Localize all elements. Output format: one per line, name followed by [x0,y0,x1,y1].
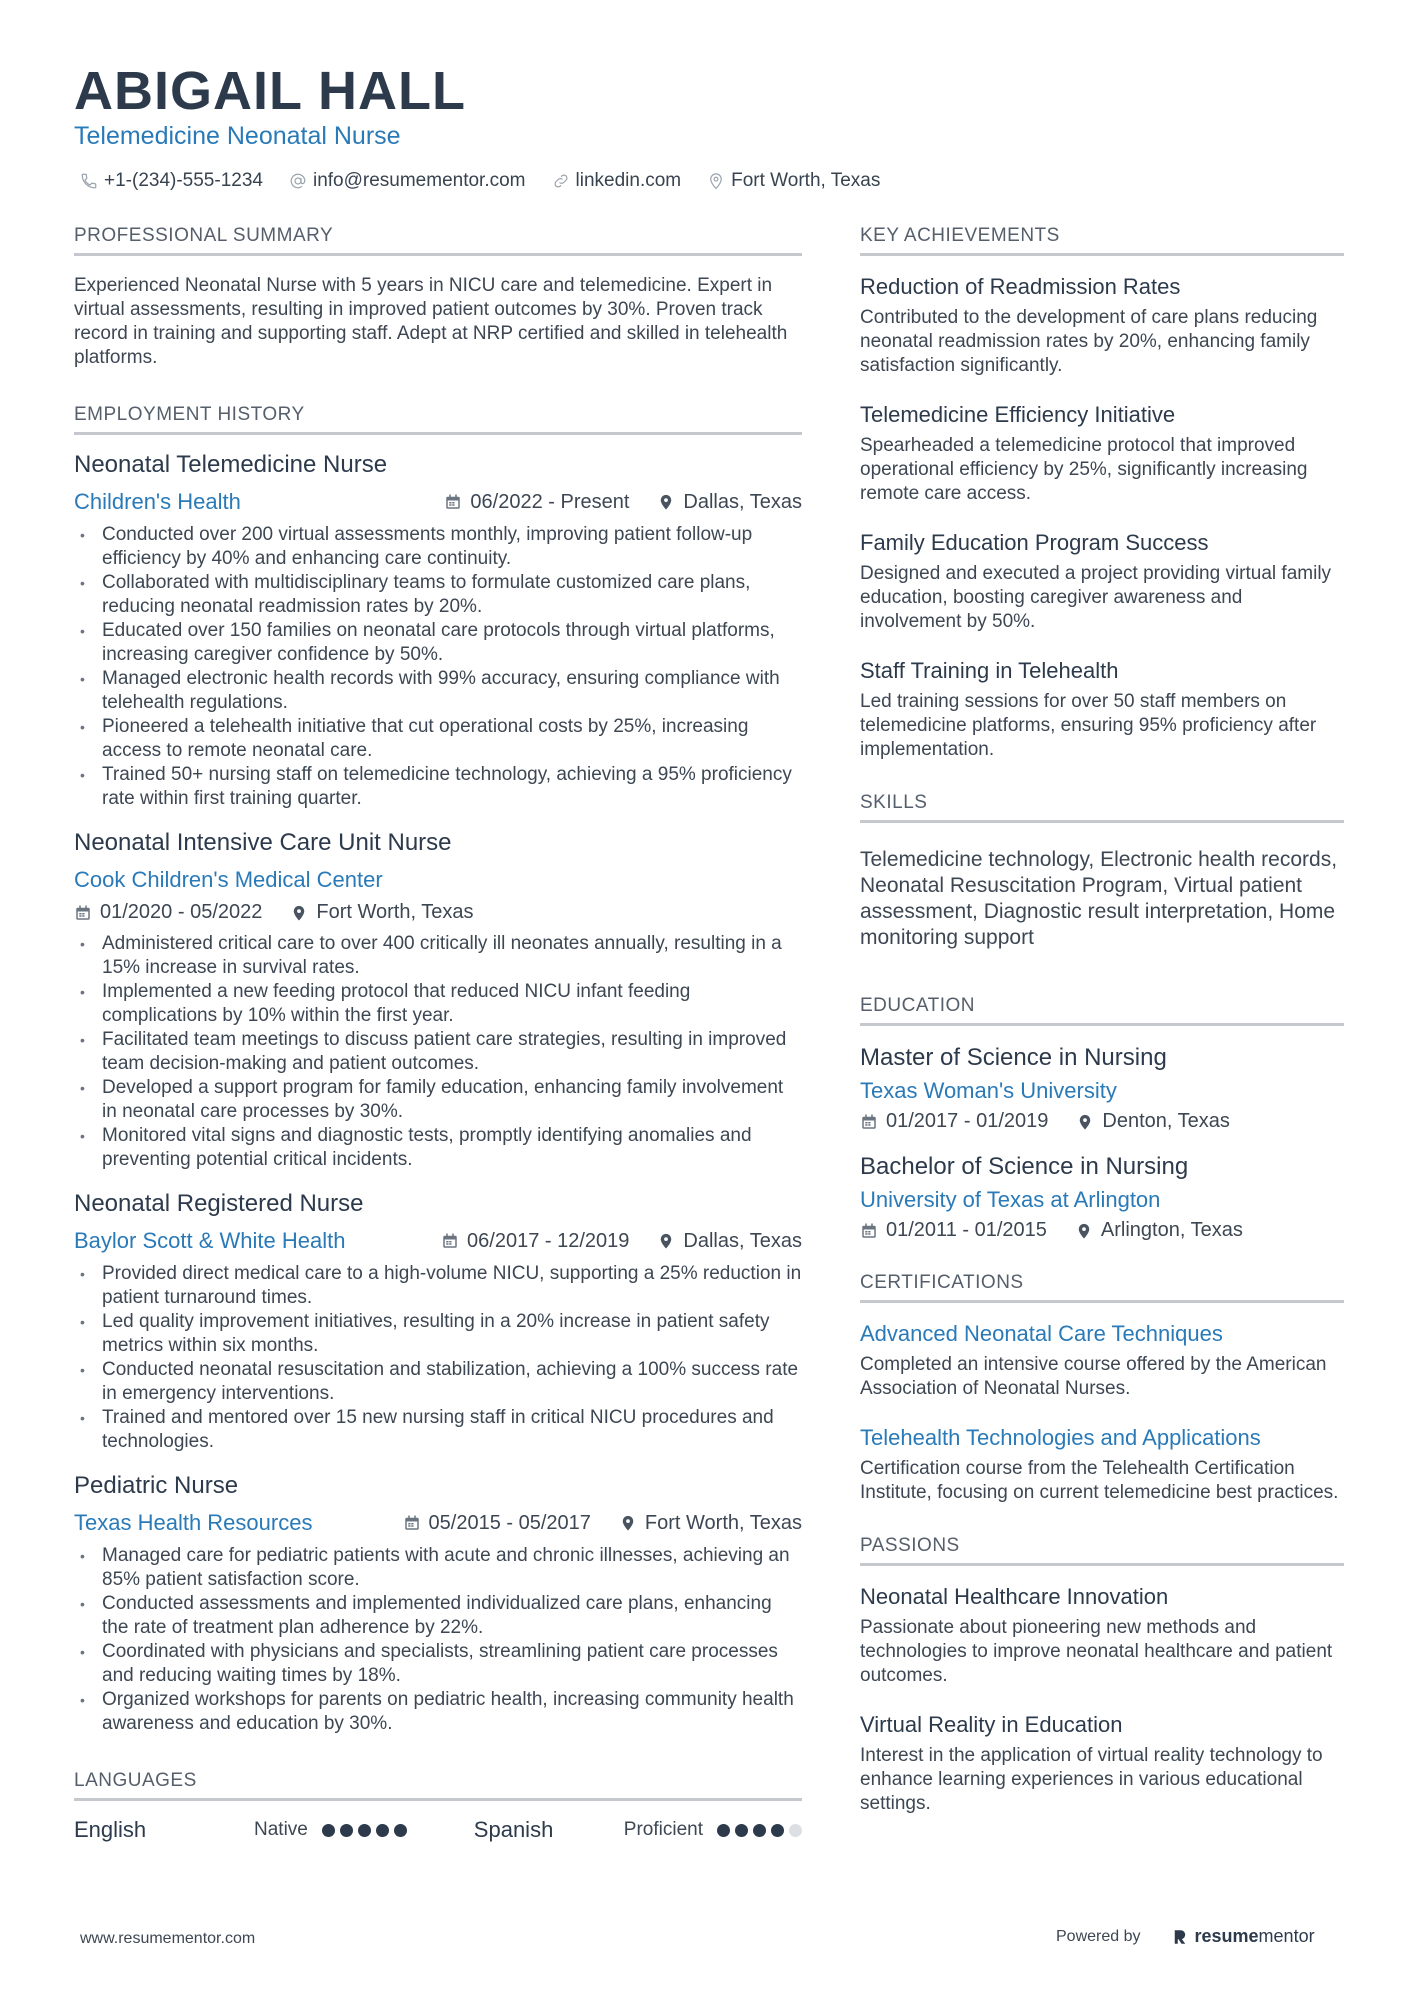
job-entry [74,1472,802,1736]
skills-text: Telemedicine technology, Electronic health records, Neonatal Resuscitation Program, Virtual patient assessment, Diagnostic result interpretation, Home monitoring support [860,848,1338,949]
job-meta [74,489,802,515]
edu-location: Denton, Texas [1076,1110,1230,1133]
pin-icon [1076,1113,1094,1131]
certification-text: Certification course from the Telehealth Certification Institute, focusing on current telemedicine best practices. [860,1458,1339,1503]
at-icon [289,172,307,190]
job-location: Dallas, Texas [657,491,802,514]
passions-section [860,1535,1344,1816]
school: Texas Woman's University [860,1078,1117,1103]
resumementor-logo-icon [1171,1928,1189,1946]
phone-text: +1-(234)-555-1234 [104,170,263,191]
brand-text-1: resume [1194,1926,1259,1946]
employment-section [74,404,802,1736]
contact-linkedin[interactable] [552,170,682,192]
certification-item [860,1425,1344,1505]
bullet-item: • Monitored vital signs and diagnostic tests, promptly identifying anomalies and preventing potential critical incidents. [74,1124,802,1172]
languages-section [74,1770,802,1843]
job-dates: 06/2017 - 12/2019 [441,1230,629,1253]
language-name: Spanish [473,1817,554,1842]
achievement-title: Reduction of Readmission Rates [860,274,1181,299]
section-heading: KEY ACHIEVEMENTS [860,225,1344,256]
section-heading: LANGUAGES [74,1770,802,1801]
language-item [474,1817,802,1843]
job-bullets [74,932,802,1172]
calendar-icon [74,904,92,922]
calendar-icon [403,1514,421,1532]
edu-dates: 01/2017 - 01/2019 [860,1110,1048,1133]
bullet-item: • Pioneered a telehealth initiative that cut operational costs by 25%, increasing access to remote neonatal care. [74,715,802,763]
rating-dot-filled [394,1824,407,1837]
bullet-item: • Administered critical care to over 400 critically ill neonates annually, resulting in a 15% increase in survival rates. [74,932,802,980]
achievements-section [860,225,1344,762]
rating-dot-filled [753,1824,766,1837]
job-role: Neonatal Intensive Care Unit Nurse [74,829,452,856]
achievement-title: Staff Training in Telehealth [860,658,1119,683]
rating-dot-filled [322,1824,335,1837]
brand-text-2: mentor [1258,1926,1315,1946]
achievement-item [860,530,1344,634]
pin-icon [657,1232,675,1250]
passion-text: Passionate about pioneering new methods and technologies to improve neonatal healthcare and patient outcomes. [860,1617,1333,1686]
edu-dates: 01/2011 - 01/2015 [860,1219,1047,1242]
job-bullets [74,523,802,811]
achievement-text: Designed and executed a project providing virtual family education, boosting caregiver awareness and involvement by 50%. [860,563,1332,632]
language-rating [717,1824,802,1837]
calendar-icon [860,1222,878,1240]
summary-text: Experienced Neonatal Nurse with 5 years in NICU care and telemedicine. Expert in virtual assessments, resulting in improved patient outcomes by 30%. Proven track record in training and supporting staff. Adept at NRP certified and skilled in telehealth platforms. [74,275,788,368]
bullet-item: • Managed electronic health records with 99% accuracy, ensuring compliance with telehealth regulations. [74,667,802,715]
summary-section [74,225,802,370]
left-column [74,225,802,1843]
job-meta [74,1510,802,1536]
achievement-item [860,402,1344,506]
job-dates: 01/2020 - 05/2022 [74,901,262,924]
bullet-item: • Coordinated with physicians and specialists, streamlining patient care processes and reducing waiting times by 18%. [74,1640,802,1688]
section-heading: EDUCATION [860,995,1344,1026]
language-item [74,1817,407,1843]
achievement-text: Spearheaded a telemedicine protocol that improved operational efficiency by 25%, significantly increasing remote care access. [860,435,1308,504]
job-role: Neonatal Registered Nurse [74,1190,364,1217]
rating-dot-filled [717,1824,730,1837]
company-name: Cook Children's Medical Center [74,867,383,892]
school: University of Texas at Arlington [860,1187,1161,1212]
bullet-item: • Trained and mentored over 15 new nursing staff in critical NICU procedures and technologies. [74,1406,802,1454]
job-entry [74,829,802,1172]
degree: Master of Science in Nursing [860,1044,1167,1071]
phone-icon [80,172,98,190]
company-name: Texas Health Resources [74,1510,313,1535]
edu-location: Arlington, Texas [1075,1219,1243,1242]
bullet-item: • Conducted over 200 virtual assessments monthly, improving patient follow-up efficiency by 40% and enhancing care continuity. [74,523,802,571]
bullet-item: • Led quality improvement initiatives, resulting in a 20% increase in patient safety metrics within six months. [74,1310,802,1358]
passion-item [860,1584,1344,1688]
section-heading: PROFESSIONAL SUMMARY [74,225,802,256]
language-level: Proficient [623,1819,703,1840]
calendar-icon [441,1232,459,1250]
language-level: Native [254,1819,308,1840]
section-heading: EMPLOYMENT HISTORY [74,404,802,435]
calendar-icon [444,493,462,511]
rating-dot-filled [358,1824,371,1837]
company-name: Children's Health [74,489,241,514]
job-role: Neonatal Telemedicine Nurse [74,451,388,478]
pin-icon [619,1514,637,1532]
job-meta [74,1228,802,1254]
bullet-item: • Facilitated team meetings to discuss patient care strategies, resulting in improved team decision-making and patient outcomes. [74,1028,802,1076]
passion-title: Neonatal Healthcare Innovation [860,1584,1169,1609]
link-icon [552,172,570,190]
bullet-item: • Implemented a new feeding protocol that reduced NICU infant feeding complications by 10% within the first year. [74,980,802,1028]
pin-icon [290,904,308,922]
education-item [860,1153,1344,1242]
certification-title: Telehealth Technologies and Applications [860,1425,1261,1450]
footer-website[interactable]: www.resumementor.com [80,1930,256,1947]
degree: Bachelor of Science in Nursing [860,1153,1189,1180]
education-section [860,995,1344,1242]
bullet-item: • Collaborated with multidisciplinary teams to formulate customized care plans, reducing neonatal readmission rates by 20%. [74,571,802,619]
rating-dot-empty [789,1824,802,1837]
rating-dot-filled [771,1824,784,1837]
pin-icon [657,493,675,511]
section-heading: CERTIFICATIONS [860,1272,1344,1303]
achievement-item [860,274,1344,378]
passion-title: Virtual Reality in Education [860,1712,1123,1737]
certifications-section [860,1272,1344,1505]
contact-bar [80,170,880,192]
rating-dot-filled [376,1824,389,1837]
pin-icon [1075,1222,1093,1240]
bullet-item: • Conducted neonatal resuscitation and stabilization, achieving a 100% success rate in emergency interventions. [74,1358,802,1406]
job-bullets [74,1262,802,1454]
job-entry [74,451,802,811]
language-name: English [74,1817,147,1842]
company-name: Baylor Scott & White Health [74,1228,346,1253]
job-meta [74,867,802,924]
certification-text: Completed an intensive course offered by the American Association of Neonatal Nurses. [860,1354,1327,1399]
contact-phone [80,170,263,192]
email-text: info@resumementor.com [312,170,526,191]
contact-location [707,170,880,192]
certification-title: Advanced Neonatal Care Techniques [860,1321,1223,1346]
contact-email[interactable] [289,170,526,192]
achievement-title: Family Education Program Success [860,530,1209,555]
calendar-icon [860,1113,878,1131]
passion-item [860,1712,1344,1816]
achievement-text: Contributed to the development of care plans reducing neonatal readmission rates by 20%, enhancing family satisfaction significantly. [860,307,1318,376]
education-item [860,1044,1344,1133]
rating-dot-filled [735,1824,748,1837]
bullet-item: • Developed a support program for family education, enhancing family involvement in neonatal care processes by 30%. [74,1076,802,1124]
location-text: Fort Worth, Texas [731,170,881,191]
bullet-item: • Managed care for pediatric patients with acute and chronic illnesses, achieving an 85% patient satisfaction score. [74,1544,802,1592]
achievement-item [860,658,1344,762]
job-dates: 05/2015 - 05/2017 [403,1512,591,1535]
bullet-item: • Provided direct medical care to a high-volume NICU, supporting a 25% reduction in patient turnaround times. [74,1262,802,1310]
language-rating [322,1824,407,1837]
certification-item [860,1321,1344,1401]
job-bullets [74,1544,802,1736]
passion-text: Interest in the application of virtual reality technology to enhance learning experiences in various educational settings. [860,1745,1323,1814]
bullet-item: • Trained 50+ nursing staff on telemedicine technology, achieving a 95% proficiency rate within first training quarter. [74,763,802,811]
candidate-title: Telemedicine Neonatal Nurse [74,122,401,150]
powered-by-label: Powered by [1056,1927,1141,1945]
rating-dot-filled [340,1824,353,1837]
section-heading: PASSIONS [860,1535,1344,1566]
job-location: Fort Worth, Texas [619,1512,802,1535]
right-column [860,225,1344,1816]
bullet-item: • Conducted assessments and implemented individualized care plans, enhancing the rate of treatment plan adherence by 22%. [74,1592,802,1640]
candidate-name: ABIGAIL HALL [74,61,466,121]
achievement-text: Led training sessions for over 50 staff members on telemedicine platforms, ensuring 95% proficiency after implementation. [860,691,1317,760]
job-location: Fort Worth, Texas [290,901,473,924]
linkedin-text: linkedin.com [575,170,682,191]
job-location: Dallas, Texas [657,1230,802,1253]
pin-icon [707,172,725,190]
job-dates: 06/2022 - Present [444,491,629,514]
bullet-item: • Organized workshops for parents on pediatric health, increasing community health awareness and education by 30%. [74,1688,802,1736]
bullet-item: • Educated over 150 families on neonatal care protocols through virtual platforms, increasing caregiver confidence by 50%. [74,619,802,667]
language-list [74,1817,802,1843]
job-role: Pediatric Nurse [74,1472,239,1499]
achievement-title: Telemedicine Efficiency Initiative [860,402,1176,427]
brand-logo[interactable] [1171,1926,1315,1947]
footer-branding [1056,1926,1315,1947]
job-entry [74,1190,802,1454]
skills-section [860,792,1344,951]
section-heading: SKILLS [860,792,1344,823]
